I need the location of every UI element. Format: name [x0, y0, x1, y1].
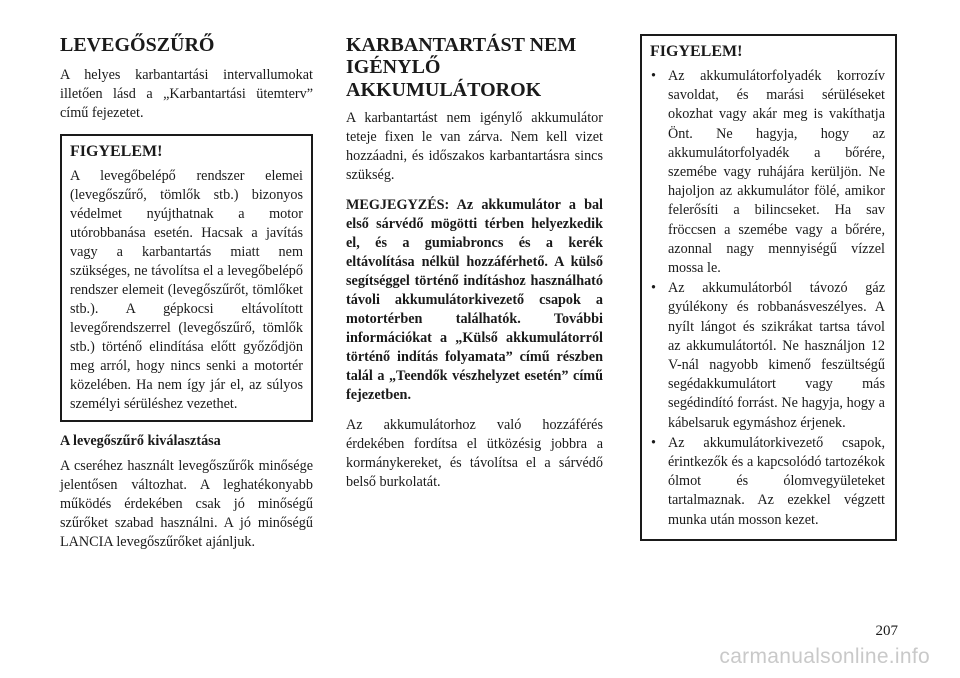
warning-item: • Az akkumulátorból távozó gáz gyúlékony és robbanásveszélyes. A nyílt lángot és szikrákat tartsa távol az akkumulátortól. Ne használjon 12 V-nál nagyobb kimenő feszültségű segédakkumulátort vagy más segédindító forrást. Ne hagyja, hogy a kábelsaruk egymáshoz érjenek. — [650, 279, 885, 433]
battery-note: MEGJEGYZÉS: Az akkumulátor a bal első sárvédő mögötti térben helyezkedik el, és a gumiabroncs és a kerék eltávolítása nélkül hozzáférhető. A külső segítséggel történő indításhoz használható távoli akkumulátorkivezető csapok a motortérben találhatók. További információkat a „Külső akkumulátorról történő indítás folyamata” című részben talál a „Teendők vészhelyzet esetén” című fejezetben. — [346, 197, 603, 404]
watermark: carmanualsonline.info — [719, 645, 930, 668]
left-column — [60, 34, 313, 563]
battery-warning-box — [640, 34, 897, 541]
section-heading-air-filter: LEVEGŐSZŰRŐ — [60, 34, 215, 56]
air-filter-warning-box — [60, 134, 313, 422]
warning-item: • Az akkumulátorfolyadék korrozív savoldat, és marási sérüléseket okozhat vagy akár meg is vakíthatja Önt. Ne hagyja, hogy az akkumulátorfolyadék a bőrére, szemébe vagy ruhájára kerüljön. Ne hajoljon az akkumulátor fölé, amikor felerősíti a bilincseket. Ha sav fröccsen a szemébe vagy a bőrére, azonnal nagy mennyiségű vízzel mossa le. — [650, 67, 885, 278]
section-heading-batteries: KARBANTARTÁST NEM IGÉNYLŐ AKKUMULÁTOROK — [346, 34, 577, 101]
warning-item: • Az akkumulátorkivezető csapok, érintkezők és a kapcsolódó tartozékok ólmot és ólomvegyületeket tartalmaznak. Az ezekkel végzett munka után mosson kezet. — [650, 434, 885, 530]
warning-list — [650, 67, 885, 530]
air-filter-selection-subheading: A levegőszűrő kiválasztása — [60, 433, 221, 450]
battery-intro: A karbantartást nem igénylő akkumulátor teteje fixen le van zárva. Nem kell vizet hozzáadni, és időszakos karbantartásra sincs szükség. — [346, 110, 603, 184]
air-filter-intro: A helyes karbantartási intervallumokat illetően lásd a „Karbantartási ütemterv” című fejezetet. — [60, 67, 313, 122]
right-column — [640, 34, 897, 551]
page-number: 207 — [875, 623, 898, 639]
warning-title: FIGYELEM! — [70, 143, 163, 161]
battery-access-text: Az akkumulátorhoz való hozzáférés érdekében fordítsa el ütközésig jobbra a kormánykereket, és távolítsa el a sárvédő belső burkolatát. — [346, 417, 603, 491]
warning-title: FIGYELEM! — [650, 43, 743, 60]
middle-column — [346, 34, 603, 503]
warning-text: A levegőbelépő rendszer elemei (levegőszűrő, tömlők stb.) bizonyos védelmet nyújthatnak a motor utórobbanása esetén. Hacsak a javítás vagy a karbantartás miatt nem szükséges, ne távolítsa el a levegőbelépő rendszer elemeit (levegőszűrőt, tömlőket stb.). A gépkocsi eltávolított levegőrendszerrel (levegőszűrő, tömlők stb.) történő elindítása előtt győződjön meg arról, hogy nincs senki a motortér közelében. Ha nem így jár el, az súlyos személyi sérüléshez vezethet. — [70, 168, 303, 413]
air-filter-selection-text: A cseréhez használt levegőszűrők minősége jelentősen változhat. A leghatékonyabb működés érdekében csak jó minőségű szűrőket szabad használni. A jó minőségű LANCIA levegőszűrőket ajánljuk. — [60, 458, 313, 551]
